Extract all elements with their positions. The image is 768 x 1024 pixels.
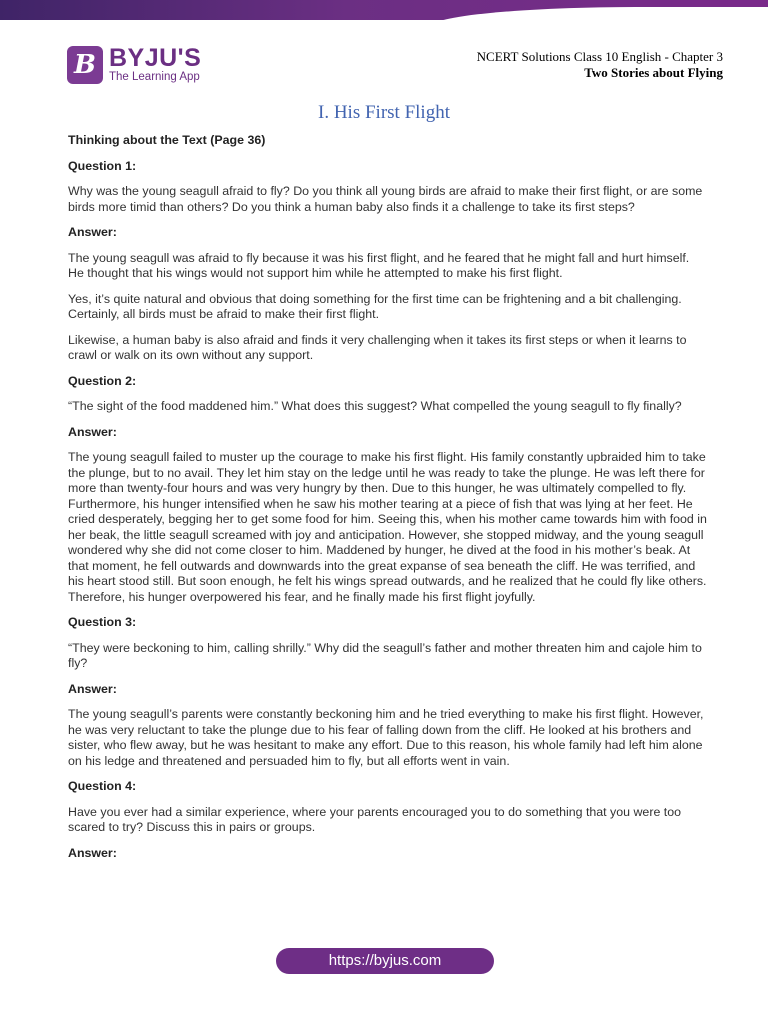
- top-decorative-band: [0, 0, 768, 20]
- qa-heading: Answer:: [68, 424, 117, 439]
- logo-tagline: The Learning App: [109, 71, 200, 84]
- logo-mark: B: [67, 46, 103, 84]
- section-heading: Thinking about the Text (Page 36): [68, 133, 266, 147]
- paragraph: The young seagull was afraid to fly because it was his first flight, and he feared that he might fall and hurt himself. He thought that his wings would not support him while he attempted to make his first flight.: [68, 250, 690, 280]
- qa-heading: Question 2:: [68, 373, 137, 388]
- main-content: [68, 133, 708, 871]
- footer-url-link[interactable]: https://byjus.com: [276, 948, 494, 974]
- paragraph: Why was the young seagull afraid to fly? Do you think all young birds are afraid to make their first flight, or are some birds more timid than others? Do you think a human baby also finds it a challenge to take its first steps?: [68, 184, 703, 214]
- paragraph: Have you ever had a similar experience, where your parents encouraged you to do something that you were too scared to try? Discuss this in pairs or groups.: [68, 804, 682, 834]
- qa-list: [68, 159, 708, 862]
- qa-heading: Answer:: [68, 225, 117, 239]
- byjus-logo: [67, 43, 201, 87]
- qa-heading: Answer:: [68, 845, 117, 860]
- page-title: I. His First Flight: [318, 102, 450, 123]
- qa-heading: Question 4:: [68, 779, 137, 793]
- document-header: [477, 49, 723, 81]
- paragraph: Yes, it’s quite natural and obvious that doing something for the first time can be frightening and a bit challenging. Certainly, all birds must be afraid to make their first flight.: [68, 291, 682, 321]
- doc-chapter-title: Two Stories about Flying: [584, 65, 723, 80]
- logo-name: BYJU'S: [109, 44, 202, 73]
- paragraph: The young seagull failed to muster up the courage to make his first flight. His family constantly upbraided him to take the plunge, but to no avail. They let him stay on the ledge until he was ready to take the plunge. He was left there for more than twenty-four hours and was very hungry by then. Due to this hunger, he was ultimately compelled to fly. Furthermore, his hunger intensified when he saw his mother tearing at a piece of fish that was lying at her feet. He cried desperately, begging her to get some food for him. Seeing this, when his mother came towards him with food in her beak, the little seagull screamed with joy and anticipation. However, she stopped midway, and the young seagull wondered why she did not come closer to him. Maddened by hunger, he dived at the food in his mother’s beak. At that moment, he fell outwards and downwards into the great expanse of sea beneath the cliff. He was terrified, and his heart stood still. But soon enough, he felt his wings spread outwards, and he realized that he could fly like others. Therefore, his hunger overpowered his fear, and he finally made his first flight joyfully.: [68, 450, 707, 604]
- paragraph: The young seagull’s parents were constantly beckoning him and he tried everything to make his first flight. However, he was very reluctant to take the plunge due to his fear of falling down from the cliff. He looked at his brothers and sister, who flew away, but he was hesitant to make any effort. Due to this reason, his whole family had left him alone on his ledge and threatened and persuaded him to fly, but all efforts went in vain.: [68, 707, 704, 768]
- paragraph: Likewise, a human baby is also afraid and finds it very challenging when it takes its first steps or when it learns to crawl or walk on its own without any support.: [68, 332, 687, 362]
- paragraph: “They were beckoning to him, calling shrilly.” Why did the seagull’s father and mother threaten him and cajole him to fly?: [68, 640, 702, 670]
- qa-heading: Answer:: [68, 681, 117, 696]
- doc-subject: NCERT Solutions Class 10 English - Chapter 3: [476, 49, 723, 64]
- qa-heading: Question 1:: [68, 158, 137, 173]
- qa-heading: Question 3:: [68, 615, 137, 629]
- paragraph: “The sight of the food maddened him.” What does this suggest? What compelled the young seagull to fly finally?: [68, 399, 682, 413]
